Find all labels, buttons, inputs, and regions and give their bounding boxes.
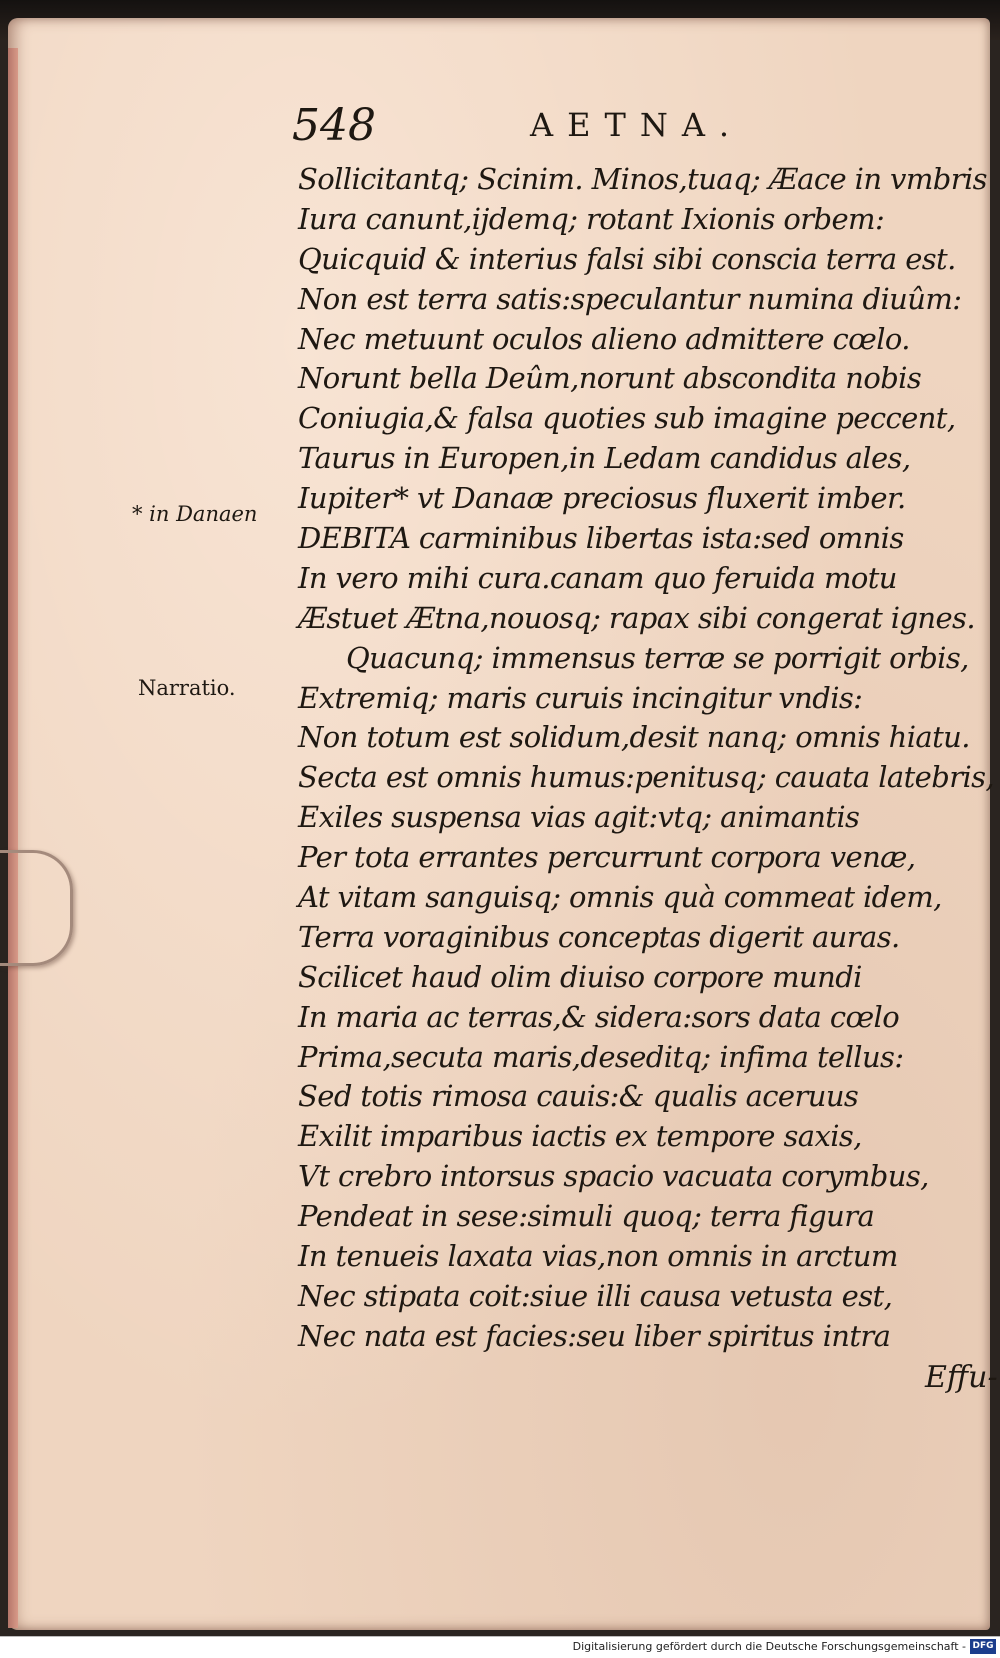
verse-line: Coniugia,& falsa quoties sub imagine peccent,: [298, 401, 956, 436]
verse-line: Nec nata est facies:seu liber spiritus intra: [298, 1318, 891, 1353]
page-edge: [8, 48, 18, 1628]
verse-line: Prima,secuta maris,deseditq; infima tellus:: [298, 1039, 904, 1074]
verse-line: Terra voraginibus conceptas digerit auras.: [298, 919, 900, 954]
verse-line: Iura canunt,ijdemq; rotant Ixionis orbem:: [298, 201, 885, 236]
verse-line: Exiles suspensa vias agit:vtq; animantis: [298, 800, 860, 835]
verse-line: Per tota errantes percurrunt corpora venæ,: [298, 840, 916, 875]
verse-line: Vt crebro intorsus spacio vacuata corymbus,: [298, 1159, 929, 1194]
verse-line: In maria ac terras,& sidera:sors data cœlo: [298, 999, 900, 1034]
verse-line: Nec stipata coit:siue illi causa vetusta est,: [298, 1278, 893, 1313]
verse-line: Non totum est solidum,desit nanq; omnis hiatu.: [298, 720, 970, 755]
verse-line: Extremiq; maris curuis incingitur vndis:: [298, 680, 863, 715]
verse-line: Sollicitantq; Scinim. Minos,tuaq; Æace in vmbris: [298, 162, 987, 196]
verse-line: Exilit imparibus iactis ex tempore saxis,: [298, 1119, 862, 1154]
running-title: AETNA.: [530, 106, 744, 144]
footer-credit: Digitalisierung gefördert durch die Deutsche Forschungsgemeinschaft -: [572, 1640, 966, 1653]
digitization-footer: [0, 1636, 1000, 1658]
verse-line: Iupiter* vt Danaæ preciosus fluxerit imber.: [298, 481, 906, 516]
margin-note-danae: * in Danaen: [132, 502, 258, 526]
dfg-logo-icon: DFG: [970, 1639, 996, 1654]
verse-line: Secta est omnis humus:penitusq; cauata latebris,: [298, 760, 995, 795]
verse-line: Taurus in Europen,in Ledam candidus ales,: [298, 441, 911, 476]
verse-line: Non est terra satis:speculantur numina diuûm:: [298, 281, 962, 316]
verse-line: At vitam sanguisq; omnis quà commeat idem,: [298, 880, 942, 915]
verse-line: Quacunq; immensus terræ se porrigit orbis,: [346, 640, 969, 675]
verse-line: In tenueis laxata vias,non omnis in arctum: [298, 1239, 898, 1274]
verse-line: Sed totis rimosa cauis:& qualis aceruus: [298, 1079, 859, 1114]
verse-line: Æstuet Ætna,nouosq; rapax sibi congerat ignes.: [298, 600, 975, 635]
page-header: [292, 100, 812, 150]
verse-line: In vero mihi cura.canam quo feruida motu: [298, 560, 897, 595]
catchword: Effu-: [925, 1360, 998, 1395]
verse-line: Nec metuunt oculos alieno admittere cœlo.: [298, 321, 910, 356]
verse-line: Norunt bella Deûm,norunt abscondita nobis: [298, 361, 922, 396]
clasp-ribbon: [0, 850, 73, 966]
verse-line: Pendeat in sese:simuli quoq; terra figura: [298, 1199, 875, 1234]
page-number: 548: [292, 100, 376, 151]
verse-line: DEBITA carminibus libertas ista:sed omnis: [298, 521, 904, 556]
verse-text: [298, 160, 995, 1357]
margin-note-narratio: Narratio.: [138, 676, 236, 700]
verse-line: Scilicet haud olim diuiso corpore mundi: [298, 959, 862, 994]
verse-line: Quicquid & interius falsi sibi conscia terra est.: [298, 241, 956, 276]
